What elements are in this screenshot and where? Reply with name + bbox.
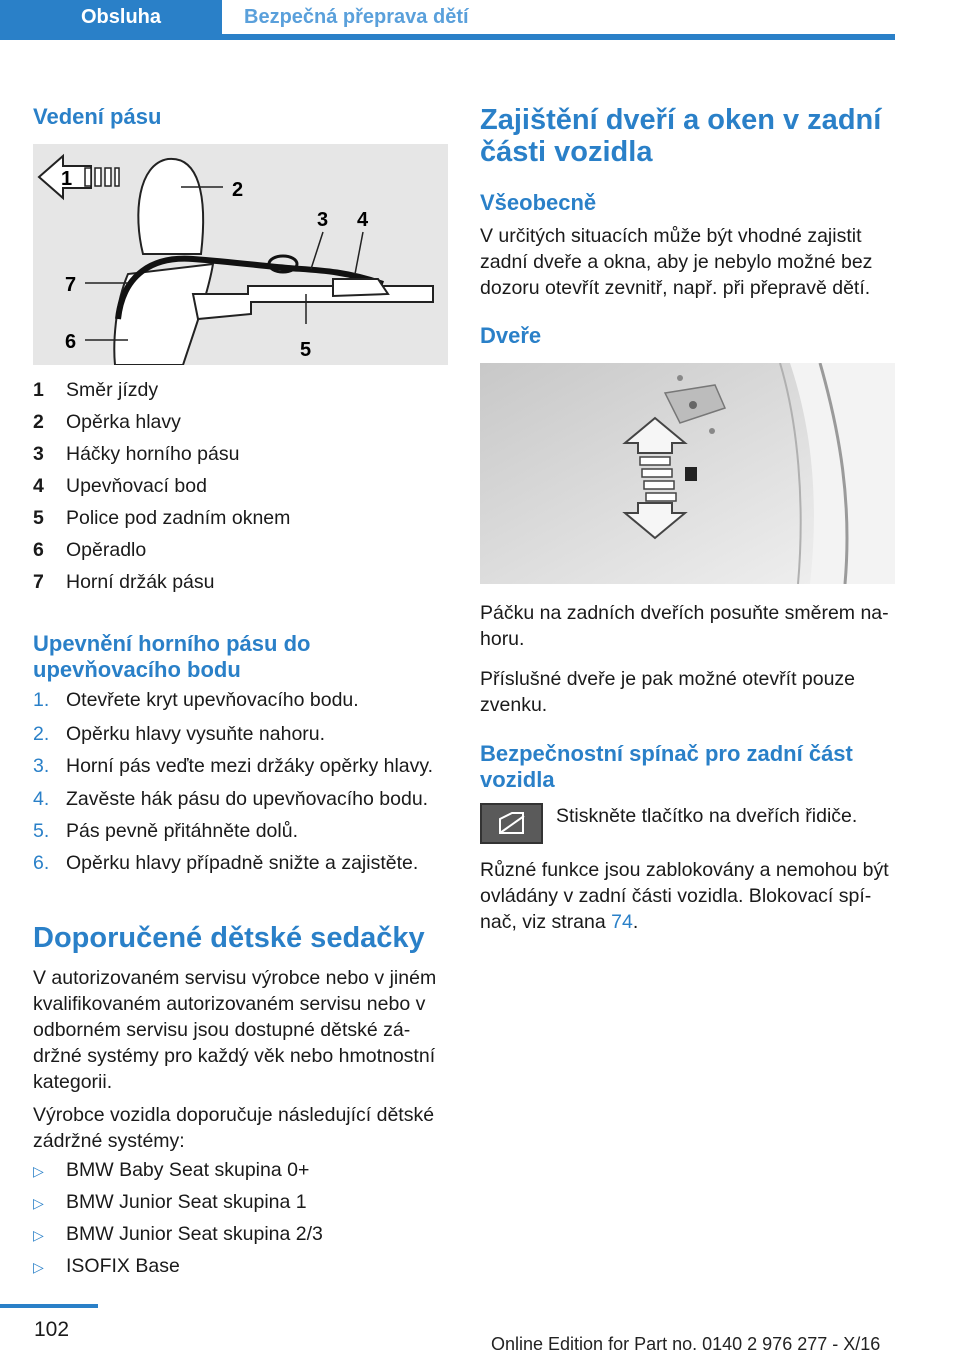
list-item: 5. Pás pevně přitáhněte dolů.	[33, 820, 299, 842]
page-link-74[interactable]: 74	[611, 911, 633, 933]
legend-item: 6 Opěradlo	[33, 539, 147, 561]
subtitle-vseobecne: Všeobecně	[480, 190, 597, 215]
para-vyrobce-doporucuje: Výrobce vozidla doporučuje následující dětské zádržné systémy:	[33, 1104, 435, 1152]
bullet-triangle-icon: ▷	[33, 1163, 44, 1179]
window-lock-button-icon	[480, 803, 543, 844]
figure1-label-2: 2	[232, 179, 244, 201]
legend-item: 3 Háčky horního pásu	[33, 443, 240, 465]
subtitle-dvere: Dveře	[480, 323, 542, 348]
figure1-label-4: 4	[357, 209, 369, 231]
legend-item: 1 Směr jízdy	[33, 379, 159, 401]
figure1-label-6: 6	[65, 331, 77, 353]
para-ruzne-funkce: Různé funkce jsou zablokovány a nemohou být ovládány v zadní části vozidla. Blokovací spí‐ nač, viz strana 74.	[480, 859, 889, 933]
list-item: 2. Opěrku hlavy vysuňte nahoru.	[33, 723, 326, 745]
subtitle-bezpecnostni-spinac: Bezpečnostní spínač pro zadní část vozidla	[480, 741, 853, 792]
list-item: 4. Zavěste hák pásu do upevňovacího bodu.	[33, 788, 429, 810]
headrest-shape	[138, 159, 203, 254]
legend-item: 5 Police pod zadním oknem	[33, 507, 291, 529]
belt-routing-illustration	[33, 144, 448, 365]
list-item: ▷ BMW Junior Seat skupina 1	[33, 1189, 307, 1216]
list-item: 3. Horní pás veďte mezi držáky opěrky hlavy.	[33, 755, 434, 777]
legend-item: 7 Horní držák pásu	[33, 571, 215, 593]
tab-bezpecna-preprava[interactable]: Bezpečná přeprava dětí	[244, 5, 469, 28]
belt-routing-figure	[33, 144, 448, 365]
list-item: 1. Otevřete kryt upevňovacího bodu.	[33, 689, 359, 711]
figure1-label-7: 7	[65, 274, 77, 296]
bullet-triangle-icon: ▷	[33, 1227, 44, 1243]
figure1-label-5: 5	[300, 339, 312, 361]
door-lock-figure	[480, 363, 895, 584]
legend-item: 2 Opěrka hlavy	[33, 411, 181, 433]
switch-instruction: Stiskněte tlačítko na dveřích řidiče.	[556, 805, 858, 827]
section-title-doporucene-sedacky: Doporučené dětské sedačky	[33, 922, 425, 954]
tab-obsluha[interactable]: Obsluha	[0, 0, 222, 34]
page-number: 102	[34, 1318, 70, 1341]
figure1-label-1: 1	[61, 168, 73, 190]
para-autorizovany-servis: V autorizovaném servisu výrobce nebo v jiném kvalifikovaném autorizovaném servisu nebo v odborném servisu jsou dostupné dětské zá‐ držné systémy pro každý věk nebo hmotnostní kategorii.	[33, 967, 437, 1093]
child-lock-lever	[685, 467, 697, 481]
legend-item: 4 Upevňovací bod	[33, 475, 207, 497]
edition-text: Online Edition for Part no. 0140 2 976 277 - X/16	[491, 1334, 881, 1354]
section-title-upevneni: Upevnění horního pásu do upevňovacího bodu	[33, 631, 311, 682]
bullet-triangle-icon: ▷	[33, 1195, 44, 1211]
list-item: 6. Opěrku hlavy případně snižte a zajistěte.	[33, 852, 419, 874]
list-item: ▷ BMW Junior Seat skupina 2/3	[33, 1221, 323, 1248]
footer-accent-line	[0, 1304, 98, 1308]
figure1-label-3: 3	[317, 209, 329, 231]
section-title-zajisteni-dveri: Zajištění dveří a oken v zadní části vozidla	[480, 104, 882, 168]
para-packa: Páčku na zadních dveřích posuňte směrem na‐ horu.	[480, 602, 889, 650]
bullet-triangle-icon: ▷	[33, 1259, 44, 1275]
para-vseobecne: V určitých situacích může být vhodné zajistit zadní dveře a okna, aby je nebylo možné bez dozoru otevřít zevnitř, např. při přepravě dětí.	[480, 225, 873, 299]
list-item: ▷ BMW Baby Seat skupina 0+	[33, 1157, 309, 1184]
door-lock-illustration	[480, 363, 895, 584]
para-prislusne-dvere: Příslušné dveře je pak možné otevřít pouze zvenku.	[480, 668, 856, 716]
section-title-vedeni-pasu: Vedení pásu	[33, 104, 162, 129]
list-item: ▷ ISOFIX Base	[33, 1253, 180, 1280]
header-tabs	[0, 0, 895, 40]
